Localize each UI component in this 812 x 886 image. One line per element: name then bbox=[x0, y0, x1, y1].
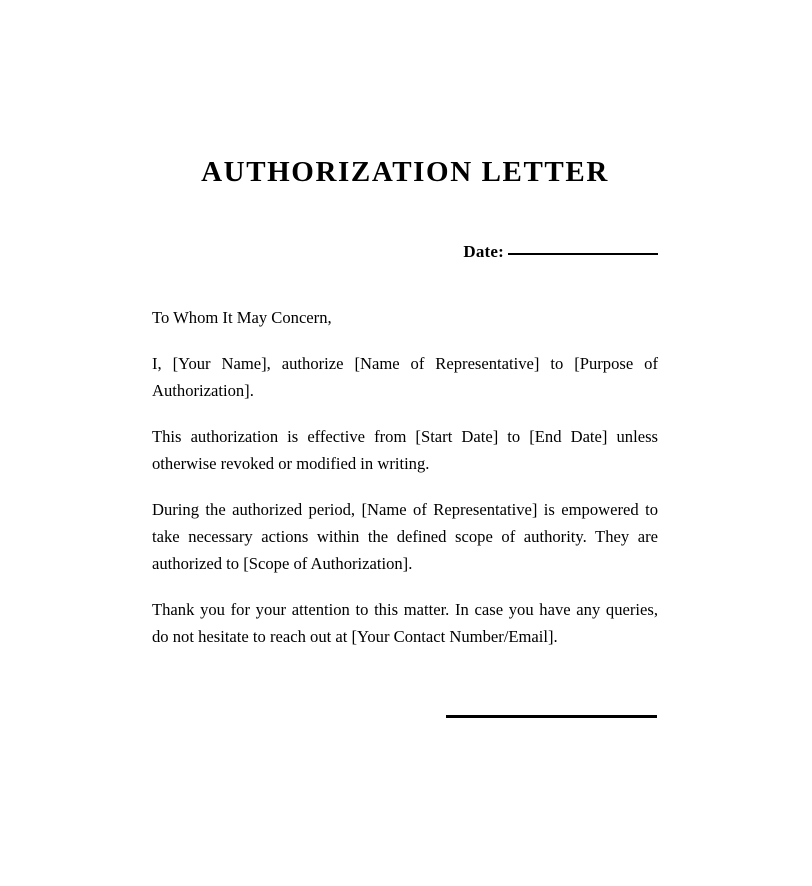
date-field-row bbox=[152, 240, 658, 264]
page-title: AUTHORIZATION LETTER bbox=[201, 156, 609, 188]
salutation-line: To Whom It May Concern, bbox=[152, 308, 332, 327]
signature-line[interactable] bbox=[446, 715, 657, 718]
date-label: Date: bbox=[463, 242, 504, 261]
letter-body bbox=[152, 304, 658, 650]
body-paragraph-2: This authorization is effective from [Start Date] to [End Date] unless otherwise revoked or modified in writing. bbox=[152, 427, 658, 473]
body-paragraph-4: Thank you for your attention to this matter. In case you have any queries, do not hesitate to reach out at [Your Contact Number/Email]. bbox=[152, 600, 658, 646]
body-paragraph-1: I, [Your Name], authorize [Name of Representative] to [Purpose of Authorization]. bbox=[152, 354, 658, 400]
body-paragraph-3: During the authorized period, [Name of Representative] is empowered to take necessary actions within the defined scope of authority. They are authorized to [Scope of Authorization]. bbox=[152, 500, 658, 573]
date-input-blank[interactable] bbox=[508, 253, 658, 255]
signature-area bbox=[152, 700, 658, 740]
